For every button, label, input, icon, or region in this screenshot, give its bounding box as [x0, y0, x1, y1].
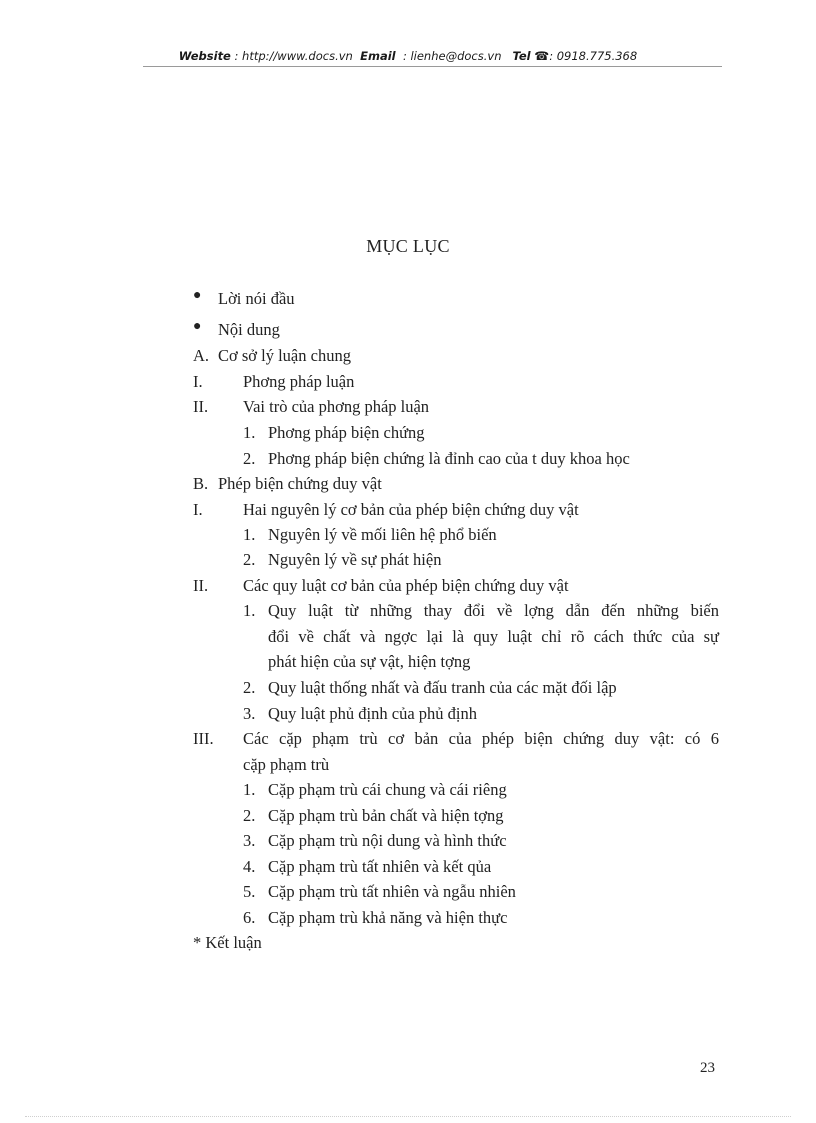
toc-subitem: Phơng pháp biện chứng là đỉnh cao của t duy khoa học	[268, 449, 630, 468]
page-header	[0, 49, 816, 63]
page-title: MỤC LỤC	[366, 236, 450, 256]
sub-number: 4.	[243, 857, 256, 876]
email-value: : lienhe@docs.vn	[402, 49, 502, 63]
section-label: B.	[193, 474, 209, 493]
toc-subitem: Cặp phạm trù tất nhiên và ngẫu nhiên	[268, 882, 516, 901]
sub-number: 5.	[243, 882, 256, 901]
toc-subitem: Quy luật phủ định của phủ định	[268, 704, 477, 723]
roman-numeral: III.	[193, 729, 214, 748]
tel-value: : 0918.775.368	[549, 49, 638, 63]
page-number: 23	[700, 1060, 715, 1076]
sub-number: 2.	[243, 806, 256, 825]
toc-item: Phơng pháp luận	[243, 372, 355, 391]
sub-number: 1.	[243, 423, 256, 442]
toc-item: Vai trò của phơng pháp luận	[243, 397, 430, 416]
toc-subitem: Cặp phạm trù bản chất và hiện tợng	[268, 806, 504, 825]
toc-item-line: Các cặp phạm trù cơ bản của phép biện chứng duy vật: có 6	[243, 729, 719, 748]
toc-subitem: Nguyên lý về sự phát hiện	[268, 550, 442, 569]
sub-number: 6.	[243, 908, 256, 927]
footer-divider	[25, 1116, 791, 1117]
toc-subitem: Phơng pháp biện chứng	[268, 423, 425, 442]
sub-number: 1.	[243, 780, 256, 799]
header-divider	[143, 66, 722, 67]
toc-subitem: Nguyên lý về mối liên hệ phổ biến	[268, 525, 497, 544]
toc-subitem: Cặp phạm trù tất nhiên và kết qủa	[268, 857, 492, 876]
roman-numeral: I.	[193, 500, 203, 519]
sub-number: 2.	[243, 449, 256, 468]
website-value: : http://www.docs.vn	[234, 49, 353, 63]
bullet-icon: ●	[193, 319, 202, 334]
tel-label: Tel	[512, 49, 531, 63]
toc-item: Hai nguyên lý cơ bản của phép biện chứng duy vật	[243, 500, 579, 519]
sub-number: 1.	[243, 601, 256, 620]
toc-subitem: Cặp phạm trù cái chung và cái riêng	[268, 780, 507, 799]
toc-item-line: cặp phạm trù	[243, 755, 330, 774]
roman-numeral: I.	[193, 372, 203, 391]
toc-subitem: Cặp phạm trù khả năng và hiện thực	[268, 908, 508, 927]
sub-number: 1.	[243, 525, 256, 544]
toc-subitem-line: phát hiện của sự vật, hiện tợng	[268, 652, 471, 671]
roman-numeral: II.	[193, 576, 209, 595]
section-title: Cơ sở lý luận chung	[218, 346, 351, 365]
sub-number: 3.	[243, 831, 256, 850]
roman-numeral: II.	[193, 397, 209, 416]
sub-number: 2.	[243, 550, 256, 569]
toc-subitem-line: Quy luật từ những thay đổi về lợng dẫn đến những biến	[268, 601, 719, 620]
toc-subitem-line: đổi về chất và ngợc lại là quy luật chỉ rõ cách thức của sự	[268, 627, 719, 646]
section-title: Phép biện chứng duy vật	[218, 474, 382, 493]
email-label: Email	[360, 49, 396, 63]
toc-bullet-item: Nội dung	[218, 320, 280, 339]
conclusion-item: * Kết luận	[193, 933, 262, 952]
toc-subitem: Cặp phạm trù nội dung và hình thức	[268, 831, 507, 850]
phone-icon: ☎	[534, 49, 550, 63]
toc-item: Các quy luật cơ bản của phép biện chứng duy vật	[243, 576, 569, 595]
sub-number: 3.	[243, 704, 256, 723]
website-label: Website	[178, 49, 231, 63]
section-label: A.	[193, 346, 210, 365]
toc-subitem: Quy luật thống nhất và đấu tranh của các mặt đối lập	[268, 678, 617, 697]
sub-number: 2.	[243, 678, 256, 697]
bullet-icon: ●	[193, 288, 202, 303]
toc-bullet-item: Lời nói đầu	[218, 289, 295, 308]
